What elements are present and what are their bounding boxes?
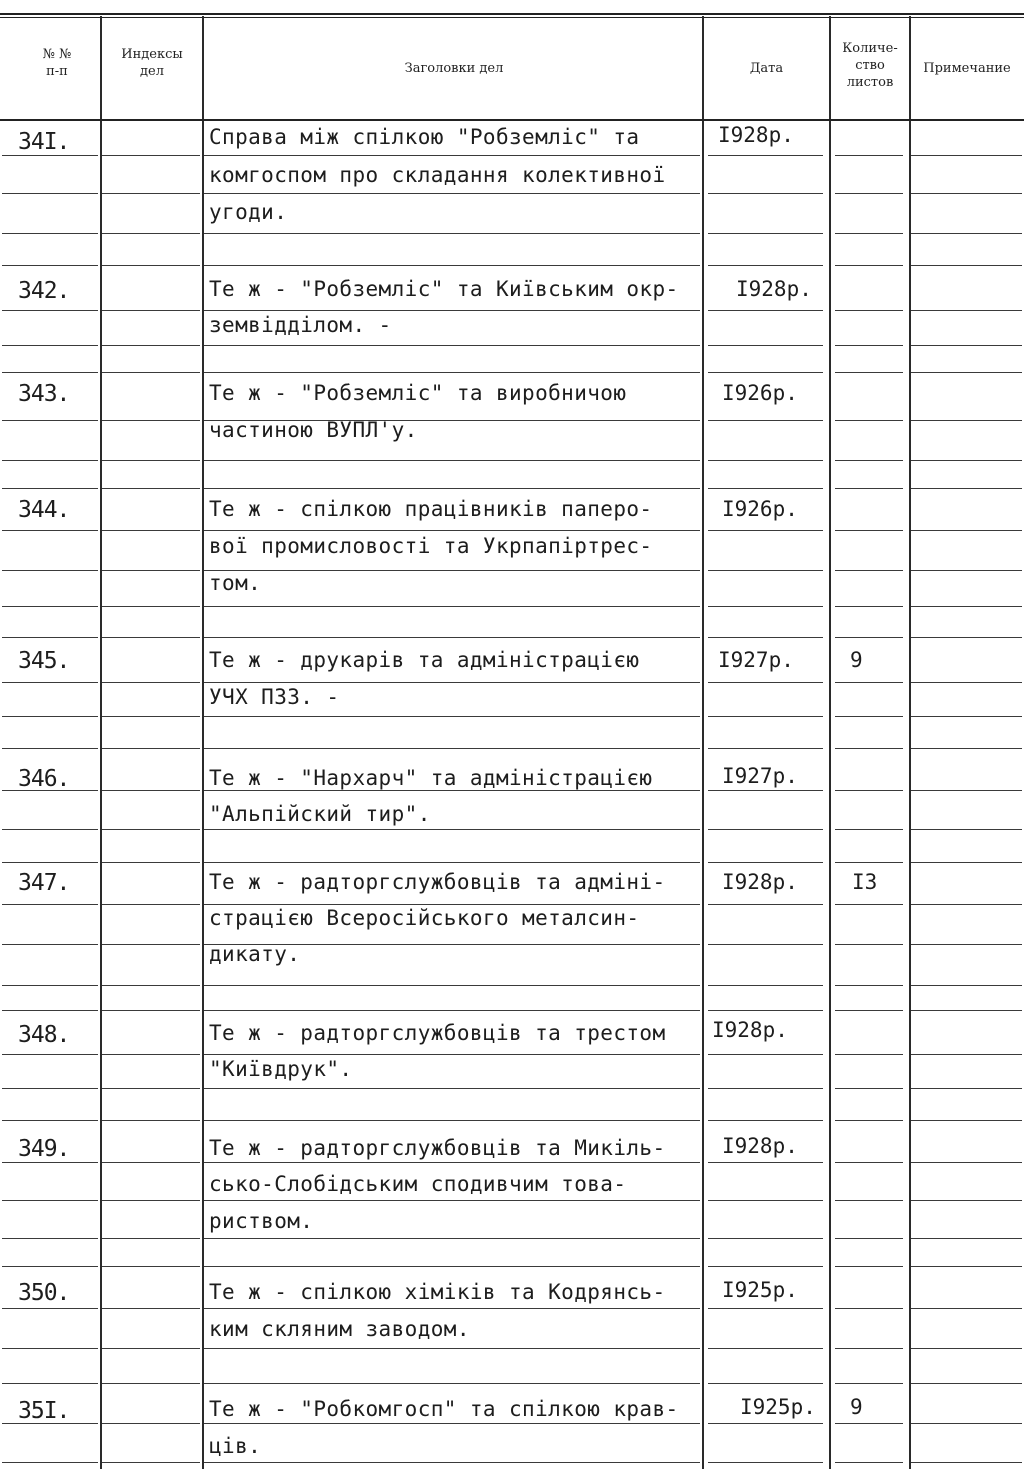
ruled-line [708, 829, 823, 830]
ruled-line [835, 1308, 903, 1309]
ruled-line [911, 1120, 1022, 1121]
ruled-line [835, 1162, 903, 1163]
ruled-line [2, 1120, 98, 1121]
ruled-line [204, 637, 700, 638]
row-sheets: I3 [852, 870, 878, 894]
ruled-line [102, 420, 200, 421]
ruled-line [708, 862, 823, 863]
ruled-line [2, 682, 98, 683]
row-date: I928р. [722, 1134, 798, 1158]
ruled-line [708, 985, 823, 986]
ruled-line [911, 1010, 1022, 1011]
row-title-line: том. [209, 571, 262, 595]
ruled-line [835, 310, 903, 311]
ruled-line [204, 233, 700, 234]
ruled-line [911, 345, 1022, 346]
ruled-line [911, 310, 1022, 311]
ruled-line [835, 420, 903, 421]
ruled-line [102, 1423, 200, 1424]
row-date: I925р. [722, 1278, 798, 1302]
row-title-line: Те ж - радторгслужбовців та Микіль- [209, 1136, 666, 1160]
ruled-line [708, 345, 823, 346]
ruled-line [102, 1348, 200, 1349]
ruled-line [708, 1200, 823, 1201]
ruled-line [204, 1120, 700, 1121]
header-number: № № п-п [42, 47, 72, 79]
row-number: 345. [18, 648, 70, 674]
row-title-line: дикату. [209, 942, 301, 966]
ruled-line [102, 637, 200, 638]
ruled-line [911, 904, 1022, 905]
ruled-line [102, 1383, 200, 1384]
ruled-line [911, 829, 1022, 830]
ruled-line [2, 1010, 98, 1011]
row-number: 344. [18, 497, 70, 523]
ruled-line [708, 1088, 823, 1089]
ruled-line [102, 1308, 200, 1309]
ruled-line [2, 345, 98, 346]
ruled-line [204, 1010, 700, 1011]
ruled-line [835, 637, 903, 638]
header-note: Примечание [923, 61, 1011, 76]
ruled-line [102, 372, 200, 373]
ruled-line [204, 1308, 700, 1309]
row-title-line: частиною ВУПЛ'у. [209, 418, 418, 442]
row-title-line: ким скляним заводом. [209, 1317, 470, 1341]
ruled-line [708, 1383, 823, 1384]
ruled-line [708, 1162, 823, 1163]
row-title-line: Те ж - радторгслужбовців та трестом [209, 1021, 666, 1045]
ruled-line [835, 682, 903, 683]
ruled-line [911, 265, 1022, 266]
ruled-line [911, 1348, 1022, 1349]
ruled-line [708, 1308, 823, 1309]
ruled-line [911, 420, 1022, 421]
ruled-line [102, 1266, 200, 1267]
ruled-line [708, 1238, 823, 1239]
ruled-line [911, 233, 1022, 234]
row-title-line: "Альпійский тир". [209, 802, 431, 826]
ruled-line [835, 716, 903, 717]
ruled-line [835, 1383, 903, 1384]
ruled-line [204, 345, 700, 346]
row-title-line: Те ж - "Робкомгосп" та спілкою крав- [209, 1397, 679, 1421]
ruled-line [708, 682, 823, 683]
ruled-line [102, 570, 200, 571]
ruled-line [708, 1010, 823, 1011]
ruled-line [2, 372, 98, 373]
ruled-line [708, 570, 823, 571]
ruled-line [911, 862, 1022, 863]
row-date: I926р. [722, 497, 798, 521]
column-divider [702, 16, 704, 1469]
ruled-line [102, 193, 200, 194]
ruled-line [911, 606, 1022, 607]
ruled-line [204, 460, 700, 461]
ruled-line [911, 637, 1022, 638]
ruled-line [708, 1348, 823, 1349]
ruled-line [204, 829, 700, 830]
ruled-line [102, 155, 200, 156]
ruled-line [2, 829, 98, 830]
row-sheets: 9 [850, 1395, 863, 1419]
ruled-line [102, 530, 200, 531]
ruled-line [911, 460, 1022, 461]
ruled-line [2, 193, 98, 194]
ruled-line [102, 862, 200, 863]
row-title-line: риством. [209, 1209, 314, 1233]
ruled-line [102, 1054, 200, 1055]
ruled-line [835, 1088, 903, 1089]
ruled-line [911, 716, 1022, 717]
ruled-line [102, 310, 200, 311]
ruled-line [835, 829, 903, 830]
ruled-line [204, 570, 700, 571]
row-title-line: "Київдрук". [209, 1057, 353, 1081]
row-sheets: 9 [850, 648, 863, 672]
ruled-line [102, 829, 200, 830]
ruled-line [911, 1462, 1022, 1463]
row-title-line: земвідділом. - [209, 313, 392, 337]
ruled-line [2, 985, 98, 986]
ruled-line [204, 716, 700, 717]
ruled-line [204, 193, 700, 194]
ruled-line [2, 1266, 98, 1267]
ruled-line [102, 790, 200, 791]
ruled-line [835, 748, 903, 749]
ruled-line [835, 1010, 903, 1011]
ruled-line [102, 716, 200, 717]
row-title-line: вої промисловості та Укрпапіртрес- [209, 534, 653, 558]
ruled-line [102, 748, 200, 749]
ruled-line [835, 345, 903, 346]
ruled-line [708, 372, 823, 373]
ruled-line [2, 1200, 98, 1201]
row-title-line: Те ж - друкарів та адміністрацією [209, 648, 640, 672]
ruled-line [911, 985, 1022, 986]
ruled-line [204, 862, 700, 863]
row-number: 35I. [18, 1398, 70, 1424]
ruled-line [204, 1423, 700, 1424]
row-date: I926р. [722, 381, 798, 405]
ruled-line [708, 233, 823, 234]
ruled-line [204, 1200, 700, 1201]
ruled-line [102, 944, 200, 945]
ruled-line [2, 862, 98, 863]
ruled-line [102, 904, 200, 905]
ruled-line [2, 460, 98, 461]
ruled-line [835, 488, 903, 489]
row-title-line: УЧХ ПЗЗ. - [209, 685, 340, 709]
ruled-line [204, 1088, 700, 1089]
top-border-inner [0, 17, 1024, 18]
top-border [0, 13, 1024, 15]
ruled-line [835, 155, 903, 156]
row-date: I927р. [722, 764, 798, 788]
ruled-line [911, 1200, 1022, 1201]
ruled-line [2, 265, 98, 266]
ruled-line [102, 1238, 200, 1239]
row-title-line: Те ж - спілкою працівників паперо- [209, 497, 653, 521]
row-title-line: Справа між спілкою "Робземліс" та [209, 125, 640, 149]
ruled-line [2, 1054, 98, 1055]
ruled-line [911, 682, 1022, 683]
ruled-line [204, 1238, 700, 1239]
ruled-line [835, 904, 903, 905]
ruled-line [708, 155, 823, 156]
ruled-line [835, 606, 903, 607]
ruled-line [102, 1162, 200, 1163]
ruled-line [102, 345, 200, 346]
ruled-line [835, 1462, 903, 1463]
ruled-line [835, 1266, 903, 1267]
row-title-line: Те ж - "Робземліс" та виробничою [209, 381, 627, 405]
row-number: 349. [18, 1136, 70, 1162]
ruled-line [835, 1200, 903, 1201]
ruled-line [204, 155, 700, 156]
ruled-line [708, 265, 823, 266]
ruled-line [911, 530, 1022, 531]
ruled-line [2, 944, 98, 945]
ruled-line [911, 1054, 1022, 1055]
ruled-line [708, 1054, 823, 1055]
ruled-line [2, 310, 98, 311]
column-divider [829, 16, 831, 1469]
ruled-line [911, 1266, 1022, 1267]
ruled-line [835, 944, 903, 945]
ruled-line [102, 1120, 200, 1121]
row-title-line: Те ж - спілкою хіміків та Кодрянсь- [209, 1280, 666, 1304]
row-number: 346. [18, 766, 70, 792]
ruled-line [708, 716, 823, 717]
ruled-line [835, 1054, 903, 1055]
ruled-line [708, 310, 823, 311]
ruled-line [2, 637, 98, 638]
ruled-line [204, 530, 700, 531]
row-number: 348. [18, 1022, 70, 1048]
ruled-line [204, 1462, 700, 1463]
row-date: I928р. [712, 1018, 788, 1042]
header-sheets: Количе- ство листов [842, 41, 898, 90]
ruled-line [204, 748, 700, 749]
ruled-line [2, 488, 98, 489]
ruled-line [708, 1120, 823, 1121]
ruled-line [2, 1162, 98, 1163]
ruled-line [204, 606, 700, 607]
ruled-line [2, 233, 98, 234]
ruled-line [2, 1308, 98, 1309]
ruled-line [911, 488, 1022, 489]
ruled-line [708, 193, 823, 194]
ruled-line [102, 233, 200, 234]
ruled-line [708, 904, 823, 905]
ruled-line [102, 606, 200, 607]
ruled-line [835, 1348, 903, 1349]
ruled-line [911, 1088, 1022, 1089]
ruled-line [2, 1348, 98, 1349]
ruled-line [204, 310, 700, 311]
ruled-line [911, 944, 1022, 945]
ruled-line [204, 372, 700, 373]
ruled-line [911, 1383, 1022, 1384]
ruled-line [911, 570, 1022, 571]
row-title-line: комгоспом про складання колективної [209, 163, 666, 187]
ruled-line [102, 1200, 200, 1201]
ruled-line [2, 716, 98, 717]
row-date: I928р. [722, 870, 798, 894]
ruled-line [102, 1088, 200, 1089]
ruled-line [204, 1383, 700, 1384]
row-date: I928р. [736, 277, 812, 301]
ruled-line [911, 748, 1022, 749]
ruled-line [835, 570, 903, 571]
row-number: 350. [18, 1280, 70, 1306]
ruled-line [835, 530, 903, 531]
ruled-line [708, 460, 823, 461]
row-title-line: Те ж - "Робземліс" та Київським окр- [209, 277, 679, 301]
ruled-line [835, 985, 903, 986]
row-title-line: ців. [209, 1434, 262, 1458]
ruled-line [204, 1162, 700, 1163]
header-index: Индексы дел [121, 47, 183, 79]
ruled-line [102, 265, 200, 266]
ruled-line [835, 862, 903, 863]
ruled-line [835, 790, 903, 791]
ruled-line [911, 155, 1022, 156]
row-title-line: сько-Слобідським сподивчим това- [209, 1172, 627, 1196]
ruled-line [708, 1266, 823, 1267]
ruled-line [204, 682, 700, 683]
ruled-line [911, 1162, 1022, 1163]
ruled-line [708, 606, 823, 607]
ruled-line [911, 193, 1022, 194]
ruled-line [102, 1462, 200, 1463]
ruled-line [204, 1054, 700, 1055]
ruled-line [2, 1383, 98, 1384]
row-number: 343. [18, 381, 70, 407]
ruled-line [835, 233, 903, 234]
ruled-line [835, 1423, 903, 1424]
ruled-line [204, 790, 700, 791]
ruled-line [102, 985, 200, 986]
row-title-line: Те ж - "Нархарч" та адміністрацією [209, 766, 653, 790]
ruled-line [2, 748, 98, 749]
ruled-line [708, 488, 823, 489]
ruled-line [835, 265, 903, 266]
row-title-line: Те ж - радторгслужбовців та адміні- [209, 870, 666, 894]
header-date: Дата [749, 61, 784, 76]
ruled-line [708, 637, 823, 638]
ruled-line [2, 155, 98, 156]
ruled-line [102, 682, 200, 683]
ruled-line [911, 1308, 1022, 1309]
ruled-line [204, 265, 700, 266]
ruled-line [708, 944, 823, 945]
ruled-line [911, 1238, 1022, 1239]
ruled-line [2, 420, 98, 421]
ruled-line [835, 372, 903, 373]
ruled-line [2, 530, 98, 531]
ruled-line [2, 1088, 98, 1089]
row-number: 34I. [18, 129, 70, 155]
row-number: 347. [18, 870, 70, 896]
ruled-line [708, 420, 823, 421]
row-title-line: страцією Всеросійського металсин- [209, 906, 640, 930]
ruled-line [708, 530, 823, 531]
row-number: 342. [18, 278, 70, 304]
ruled-line [835, 193, 903, 194]
ruled-line [2, 570, 98, 571]
ruled-line [835, 1238, 903, 1239]
ruled-line [708, 1423, 823, 1424]
ruled-line [835, 460, 903, 461]
ruled-line [204, 985, 700, 986]
ruled-line [911, 372, 1022, 373]
ruled-line [708, 748, 823, 749]
row-date: I928р. [718, 123, 794, 147]
row-date: I925р. [740, 1395, 816, 1419]
ruled-line [708, 790, 823, 791]
ruled-line [102, 1010, 200, 1011]
ruled-line [2, 1238, 98, 1239]
ruled-line [2, 1462, 98, 1463]
ruled-line [911, 1423, 1022, 1424]
ruled-line [2, 904, 98, 905]
row-date: I927р. [718, 648, 794, 672]
ruled-line [204, 1266, 700, 1267]
header-title: Заголовки дел [404, 61, 504, 76]
ruled-line [835, 1120, 903, 1121]
ruled-line [911, 790, 1022, 791]
ruled-line [204, 488, 700, 489]
header-border [0, 119, 1024, 121]
ruled-line [2, 606, 98, 607]
ruled-line [102, 460, 200, 461]
ruled-line [708, 1462, 823, 1463]
row-title-line: угоди. [209, 200, 288, 224]
ruled-line [102, 488, 200, 489]
ruled-line [204, 1348, 700, 1349]
